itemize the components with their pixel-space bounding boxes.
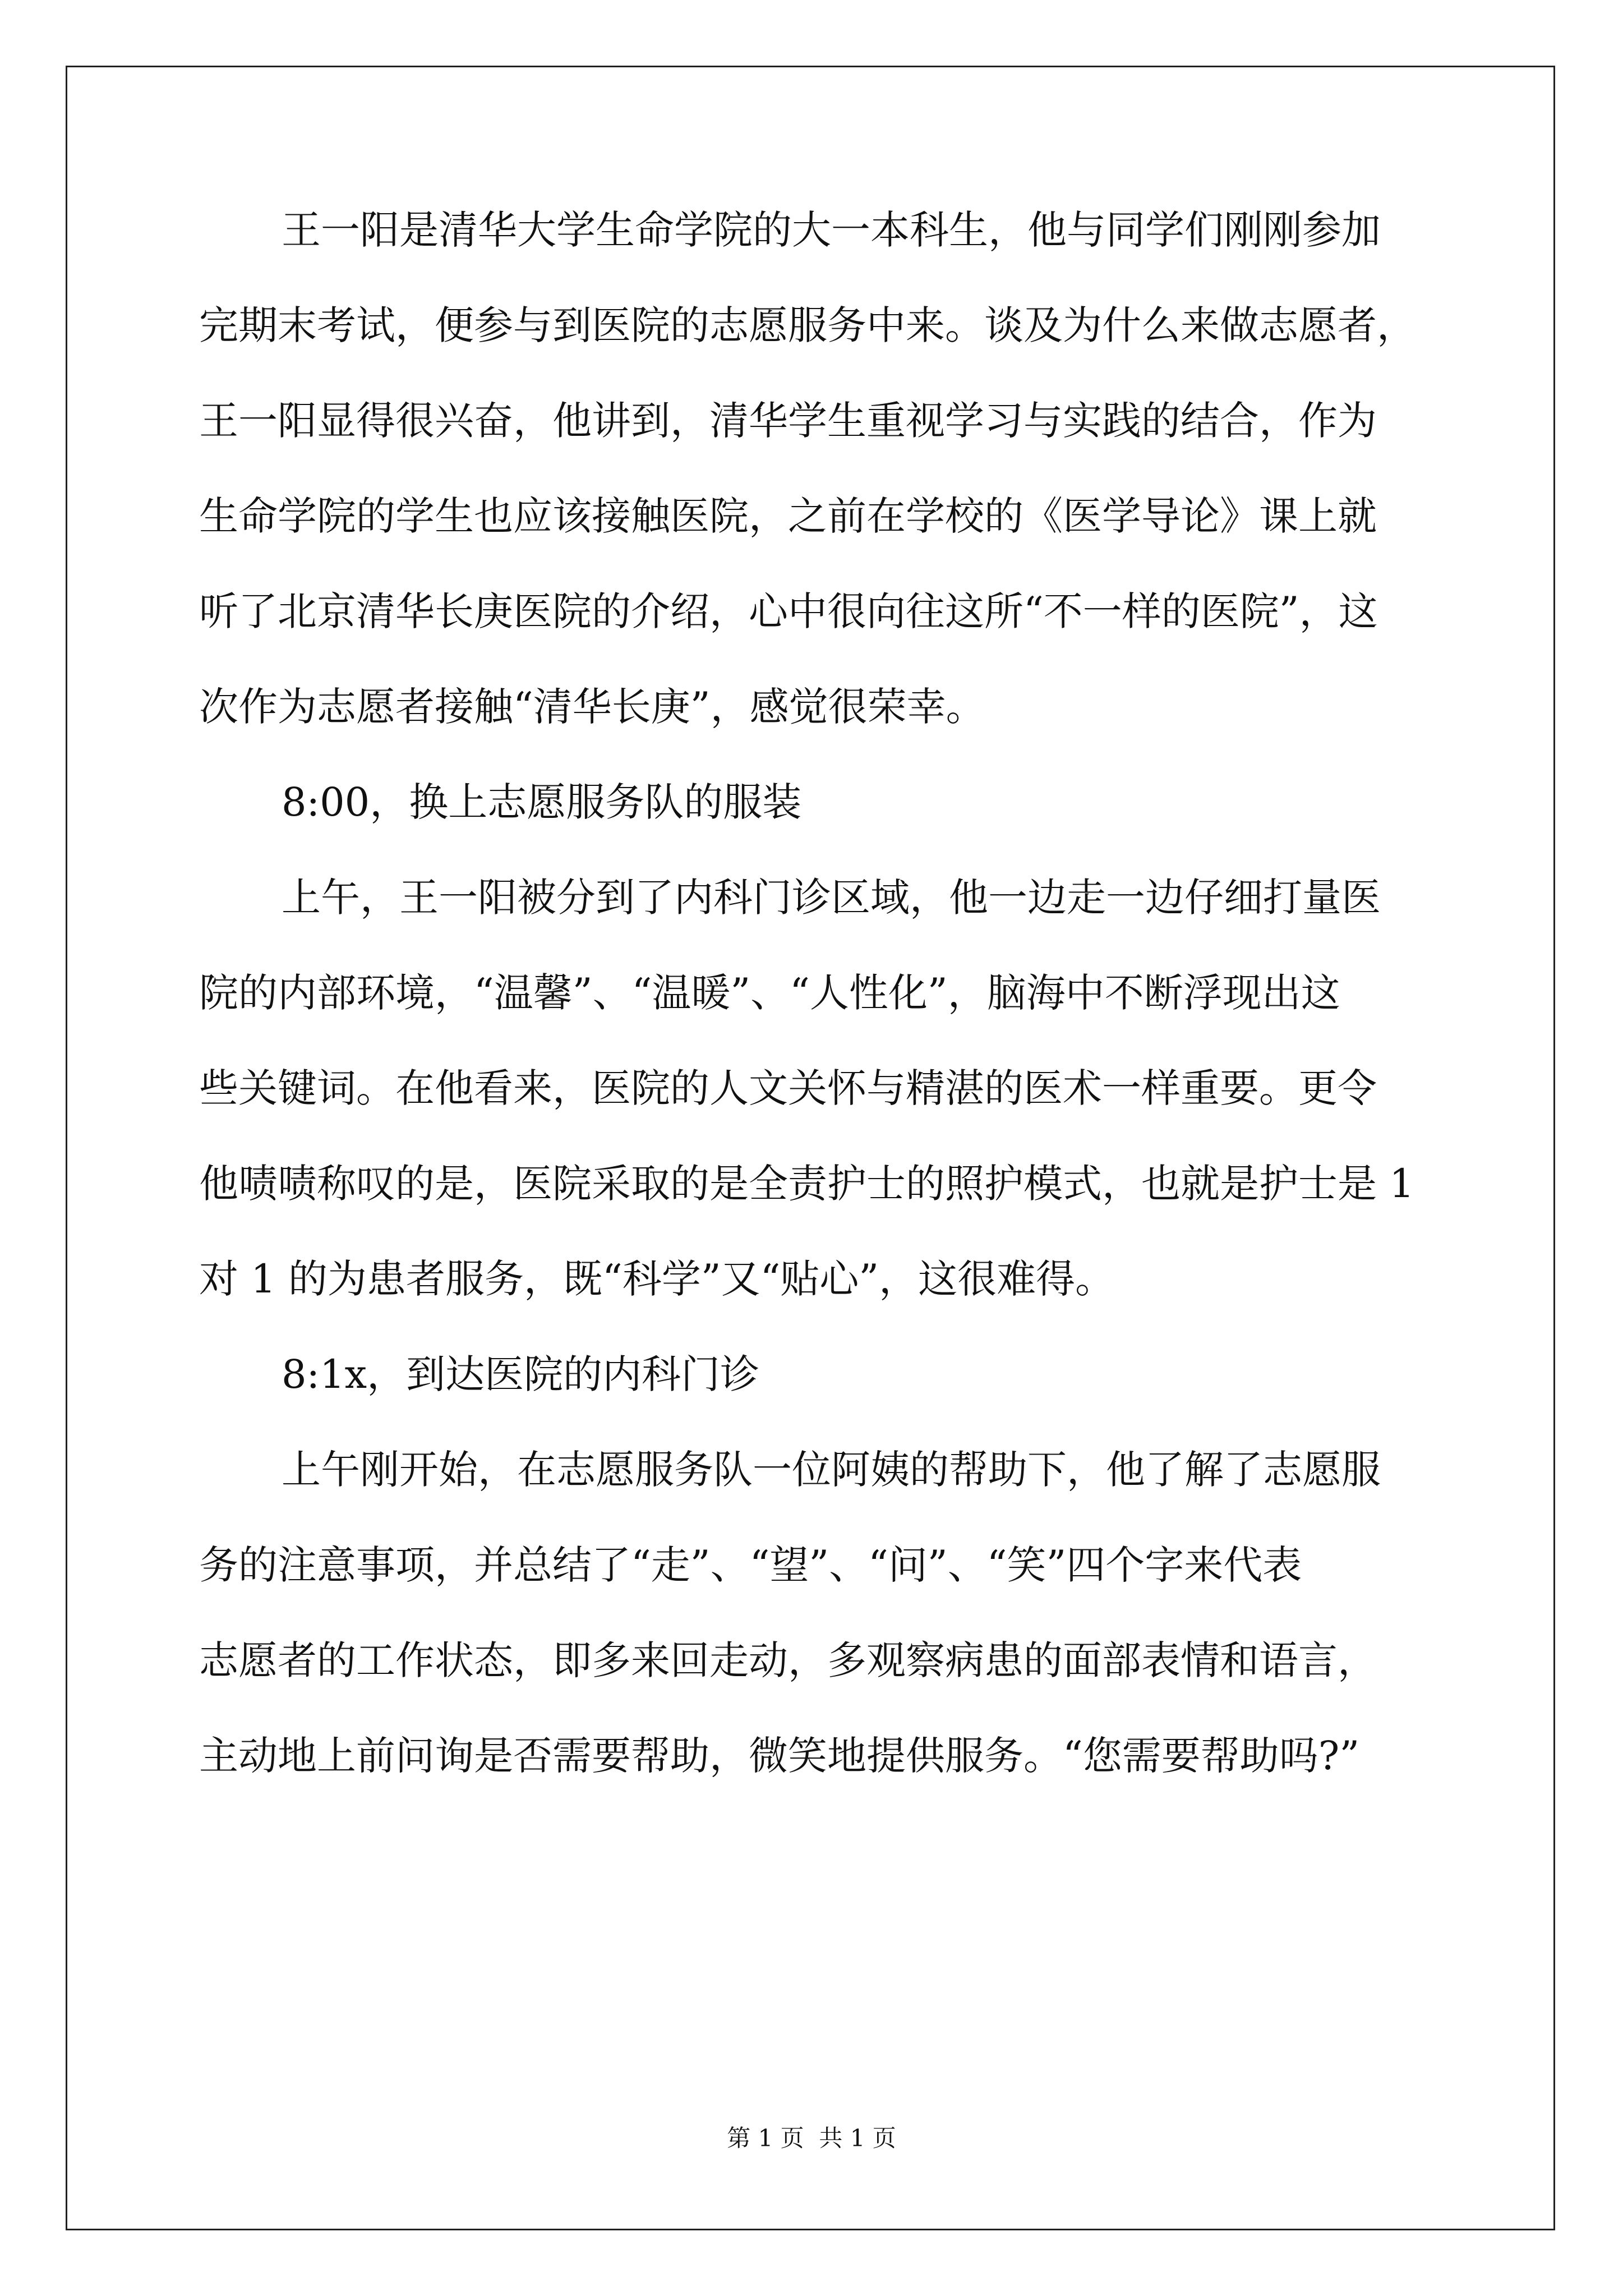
page-border	[66, 66, 1555, 2230]
text-line: 次作为志愿者接触“清华长庚”，感觉很荣幸。	[199, 684, 985, 730]
text-line: 他啧啧称叹的是，医院采取的是全责护士的照护模式，也就是护士是 1	[199, 1161, 1414, 1207]
text-line: 务的注意事项，并总结了“走”、“望”、“问”、“笑”四个字来代表	[199, 1542, 1302, 1588]
text-line: 生命学院的学生也应该接触医院，之前在学校的《医学导论》课上就	[199, 493, 1377, 539]
text-line: 主动地上前问询是否需要帮助，微笑地提供服务。“您需要帮助吗?”	[199, 1733, 1360, 1779]
time-heading: 8:1x，到达医院的内科门诊	[282, 1351, 760, 1397]
text-line: 王一阳是清华大学生命学院的大一本科生，他与同学们刚刚参加	[282, 207, 1381, 253]
page-footer: 第 1 页 共 1 页	[727, 2124, 896, 2152]
text-line: 听了北京清华长庚医院的介绍，心中很向往这所“不一样的医院”，这	[199, 588, 1378, 634]
text-line: 对 1 的为患者服务，既“科学”又“贴心”，这很难得。	[199, 1256, 1115, 1302]
text-line: 王一阳显得很兴奋，他讲到，清华学生重视学习与实践的结合，作为	[199, 398, 1377, 444]
time-heading: 8:00，换上志愿服务队的服装	[282, 779, 802, 825]
text-line: 上午刚开始，在志愿服务队一位阿姨的帮助下，他了解了志愿服	[282, 1447, 1381, 1493]
text-line: 些关键词。在他看来，医院的人文关怀与精湛的医术一样重要。更令	[199, 1065, 1377, 1111]
text-line: 完期末考试，便参与到医院的志愿服务中来。谈及为什么来做志愿者，	[199, 302, 1416, 348]
text-line: 志愿者的工作状态，即多来回走动，多观察病患的面部表情和语言，	[199, 1637, 1377, 1683]
text-line: 上午，王一阳被分到了内科门诊区域，他一边走一边仔细打量医	[282, 875, 1381, 921]
text-line: 院的内部环境，“温馨”、“温暖”、“人性化”，脑海中不断浮现出这	[199, 970, 1340, 1016]
